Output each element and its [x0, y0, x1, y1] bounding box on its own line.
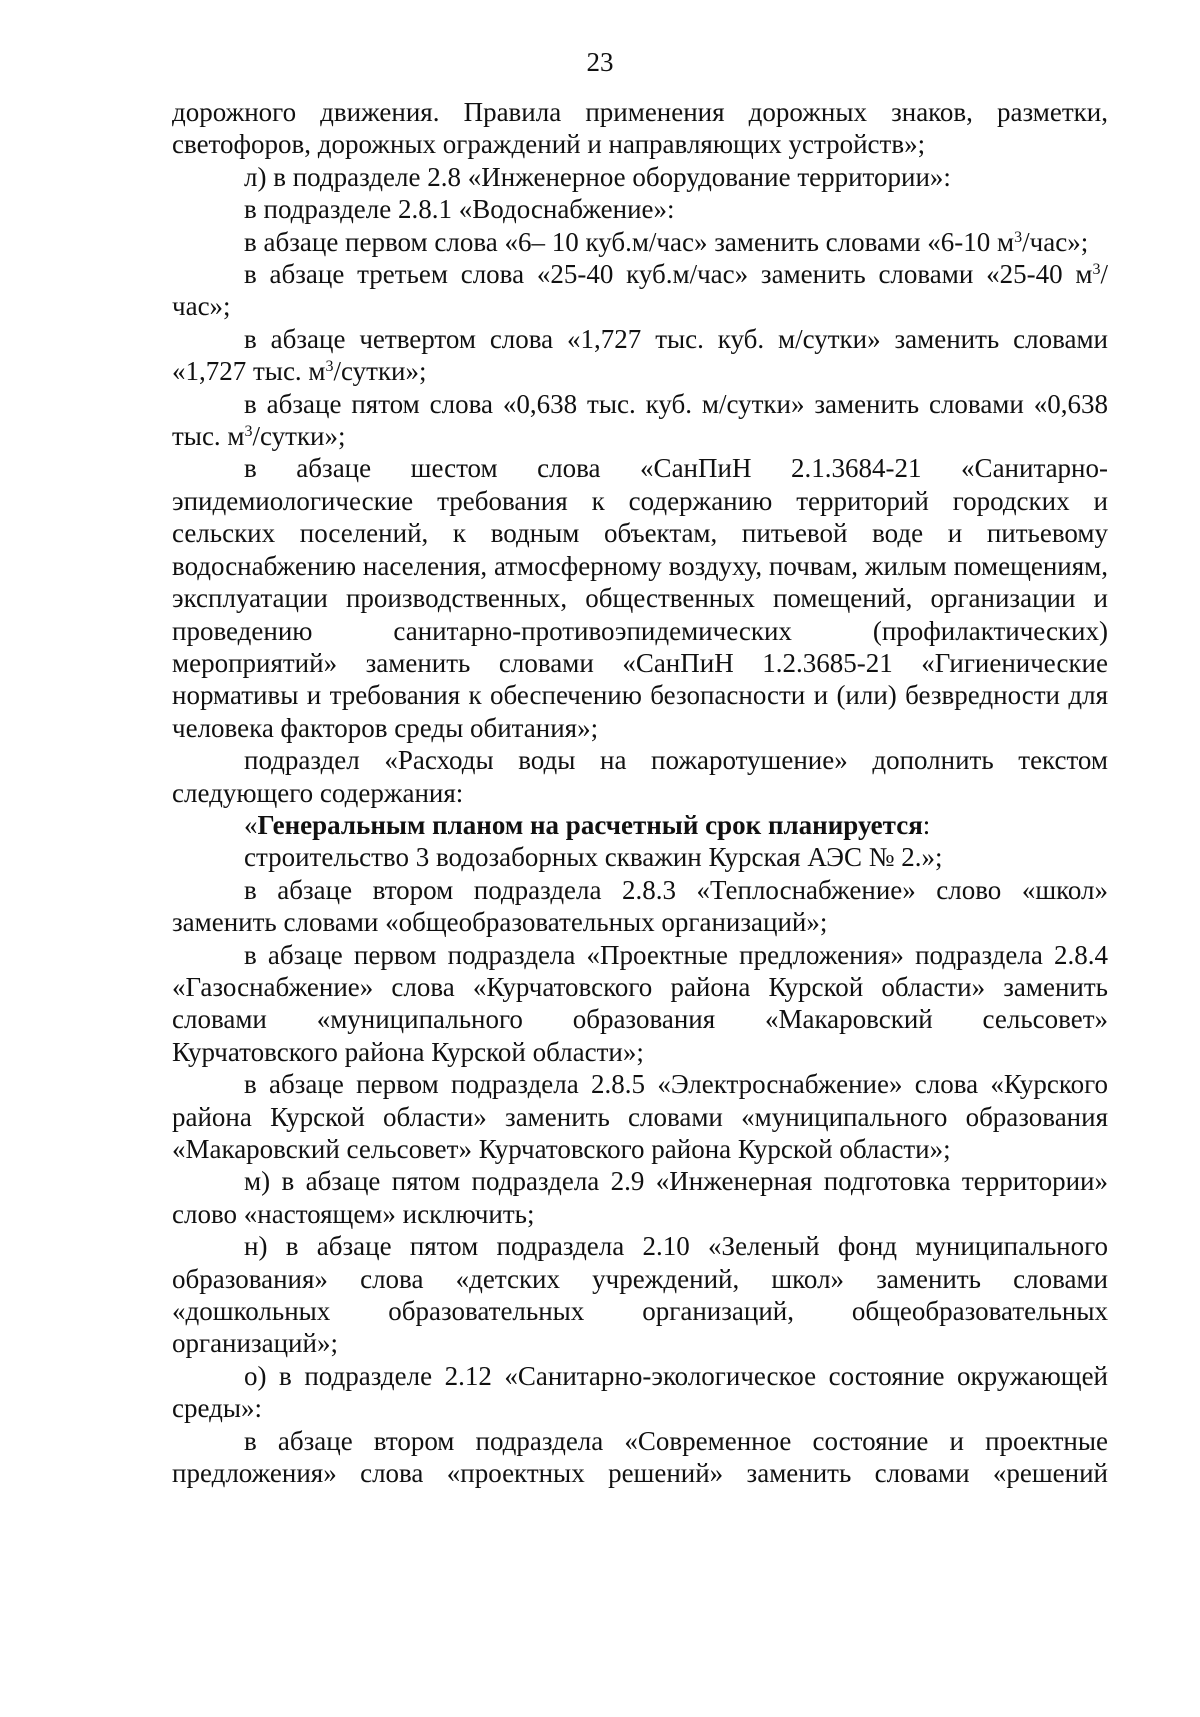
superscript: 3: [325, 358, 334, 376]
paragraph: дорожного движения. Правила применения дорожных знаков, разметки, светофоров, дорожных ограждений и направляющих устройств»;: [172, 97, 1108, 160]
paragraph: [172, 258, 1108, 323]
paragraph: о) в подразделе 2.12 «Санитарно-экологическое состояние окружающей среды»:: [172, 1360, 1108, 1424]
paragraph: [172, 226, 1108, 258]
paragraph-text: /сутки»;: [333, 356, 427, 387]
paragraph-text: :: [922, 809, 931, 840]
bold-text: Генеральным планом на расчетный срок планируется: [257, 809, 923, 840]
quote-mark: «: [244, 809, 258, 840]
superscript: 3: [1014, 228, 1023, 246]
paragraph-text: /час»;: [172, 259, 1108, 322]
paragraph: [172, 388, 1108, 453]
paragraph: строительство 3 водозаборных скважин Курская АЭС № 2.»;: [244, 842, 943, 873]
superscript: 3: [244, 423, 253, 441]
page-number: 23: [586, 47, 614, 77]
paragraph: в абзаце втором подраздела «Современное состояние и проектные предложения» слова «проектных решений» заменить словами «решений: [172, 1425, 1108, 1489]
document-body: [172, 96, 1108, 1489]
paragraph-text: /час»;: [1022, 226, 1089, 257]
paragraph: в подразделе 2.8.1 «Водоснабжение»:: [244, 194, 675, 225]
paragraph: подраздел «Расходы воды на пожаротушение» дополнить текстом следующего содержания:: [172, 745, 1108, 808]
paragraph-text: /сутки»;: [252, 421, 346, 452]
paragraph: [172, 323, 1108, 388]
paragraph: в абзаце шестом слова «СанПиН 2.1.3684-21 «Санитарно-эпидемиологические требования к содержанию территорий городских и сельских поселений, к водным объектам, питьевой воде и питьевому водоснабжению населения, атмосферному воздуху, почвам, жилым помещениям, эксплуатации производственных, общественных помещений, организации и проведению санитарно-противоэпидемических (профилактических) мероприятий» заменить словами «СанПиН 1.2.3685-21 «Гигиенические нормативы и требования к обеспечению безопасности и (или) безвредности для человека факторов среды обитания»;: [172, 453, 1108, 743]
paragraph-text: в абзаце четвертом слова «1,727 тыс. куб. м/сутки» заменить словами «1,727 тыс. м: [172, 323, 1108, 387]
paragraph-text: в абзаце пятом слова «0,638 тыс. куб. м/сутки» заменить словами «0,638 тыс. м: [172, 388, 1108, 452]
paragraph: [172, 809, 1108, 841]
superscript: 3: [1092, 261, 1101, 279]
paragraph-text: в абзаце первом слова «6– 10 куб.м/час» заменить словами «6-10 м: [244, 226, 1015, 257]
paragraph: л) в подразделе 2.8 «Инженерное оборудование территории»:: [244, 161, 951, 192]
paragraph: в абзаце втором подраздела 2.8.3 «Теплоснабжение» слово «школ» заменить словами «общеобразовательных организаций»;: [172, 874, 1108, 938]
paragraph: в абзаце первом подраздела «Проектные предложения» подраздела 2.8.4 «Газоснабжение» слова «Курчатовского района Курской области» заменить словами «муниципального образования «Макаровский сельсовет» Курчатовского района Курской области»;: [172, 939, 1108, 1067]
paragraph: в абзаце первом подраздела 2.8.5 «Электроснабжение» слова «Курского района Курской области» заменить словами «муниципального образования «Макаровский сельсовет» Курчатовского района Курской области»;: [172, 1069, 1108, 1164]
paragraph: н) в абзаце пятом подраздела 2.10 «Зеленый фонд муниципального образования» слова «детских учреждений, школ» заменить словами «дошкольных образовательных организаций, общеобразовательных организаций»;: [172, 1231, 1108, 1359]
paragraph-text: в абзаце третьем слова «25-40 куб.м/час» заменить словами «25-40 м: [244, 259, 1093, 290]
paragraph: м) в абзаце пятом подраздела 2.9 «Инженерная подготовка территории» слово «настоящем» исключить;: [172, 1166, 1108, 1229]
